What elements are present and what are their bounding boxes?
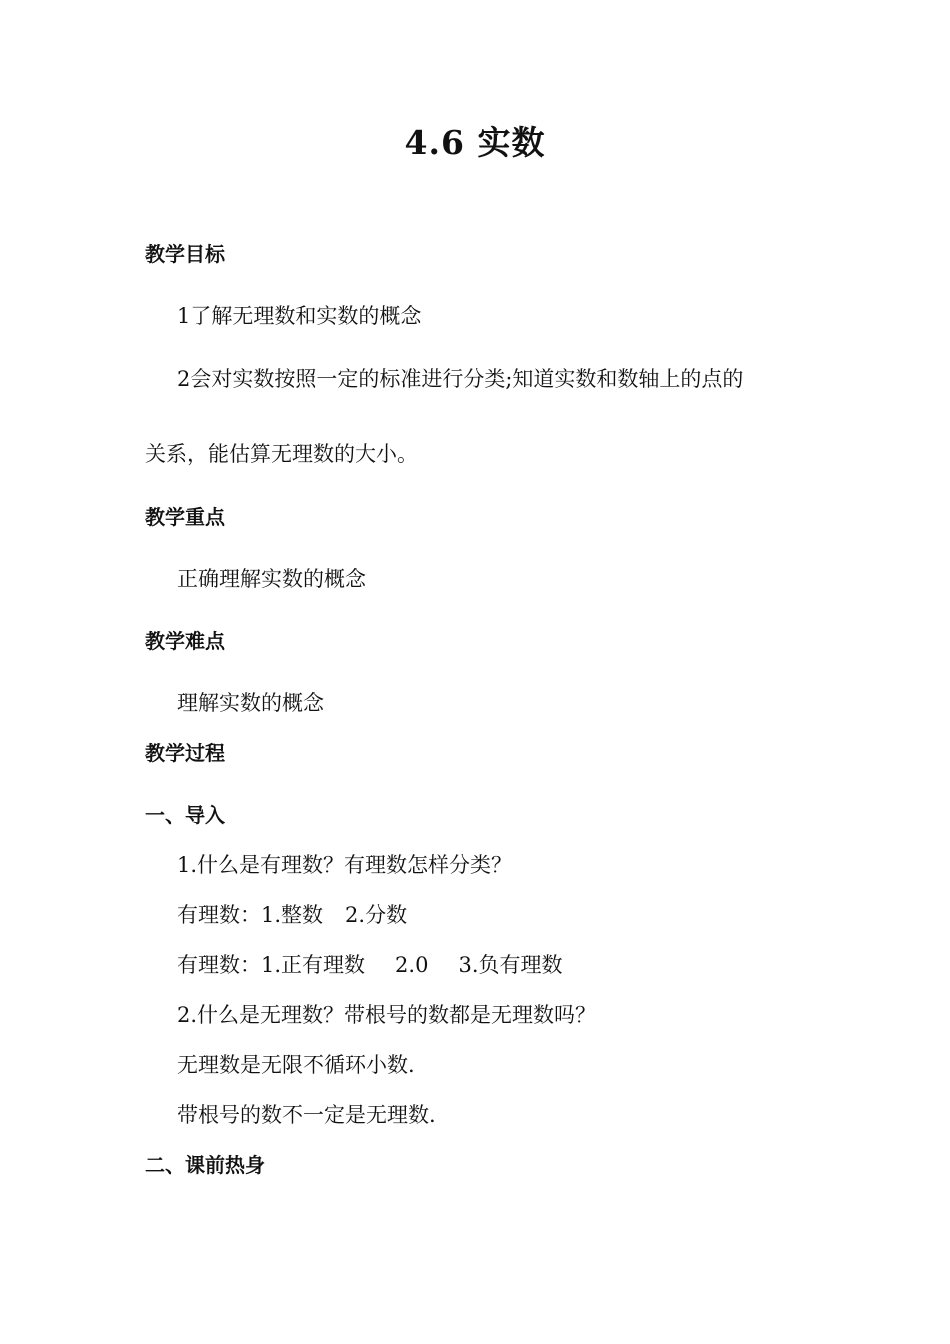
question-1: 1.什么是有理数？有理数怎样分类？ xyxy=(177,853,513,877)
answer-1: 无理数是无限不循环小数. xyxy=(177,1053,415,1077)
classification-1-item-a: 1.整数 xyxy=(261,903,324,927)
part1-heading: 一、导入 xyxy=(145,803,225,827)
key-points-heading: 教学重点 xyxy=(145,505,225,529)
classification-1-item-b: 2.分数 xyxy=(345,903,408,927)
classification-2-item-c: 3.负有理数 xyxy=(458,953,563,977)
classification-2-prefix: 有理数： xyxy=(177,953,261,977)
part2-heading: 二、课前热身 xyxy=(145,1153,265,1177)
difficulties-heading: 教学难点 xyxy=(145,629,225,653)
goal-item-2-line-2: 关系，能估算无理数的大小。 xyxy=(145,442,418,466)
answer-2: 带根号的数不一定是无理数. xyxy=(177,1103,436,1127)
goal-item-2-line-1: 2会对实数按照一定的标准进行分类;知道实数和数轴上的点的 xyxy=(177,367,744,391)
goal-item-1: 1了解无理数和实数的概念 xyxy=(177,304,422,328)
classification-2-item-a: 1.正有理数 xyxy=(261,953,366,977)
classification-1-prefix: 有理数： xyxy=(177,903,261,927)
classification-2 xyxy=(177,951,563,979)
document-title: 4.6 实数 xyxy=(404,123,546,162)
question-2: 2.什么是无理数？带根号的数都是无理数吗？ xyxy=(177,1003,597,1027)
key-points-text: 正确理解实数的概念 xyxy=(177,567,366,591)
goals-heading: 教学目标 xyxy=(145,242,225,266)
classification-2-item-b: 2.0 xyxy=(395,953,429,977)
process-heading: 教学过程 xyxy=(145,741,225,765)
classification-1 xyxy=(177,901,407,929)
difficulties-text: 理解实数的概念 xyxy=(177,691,324,715)
